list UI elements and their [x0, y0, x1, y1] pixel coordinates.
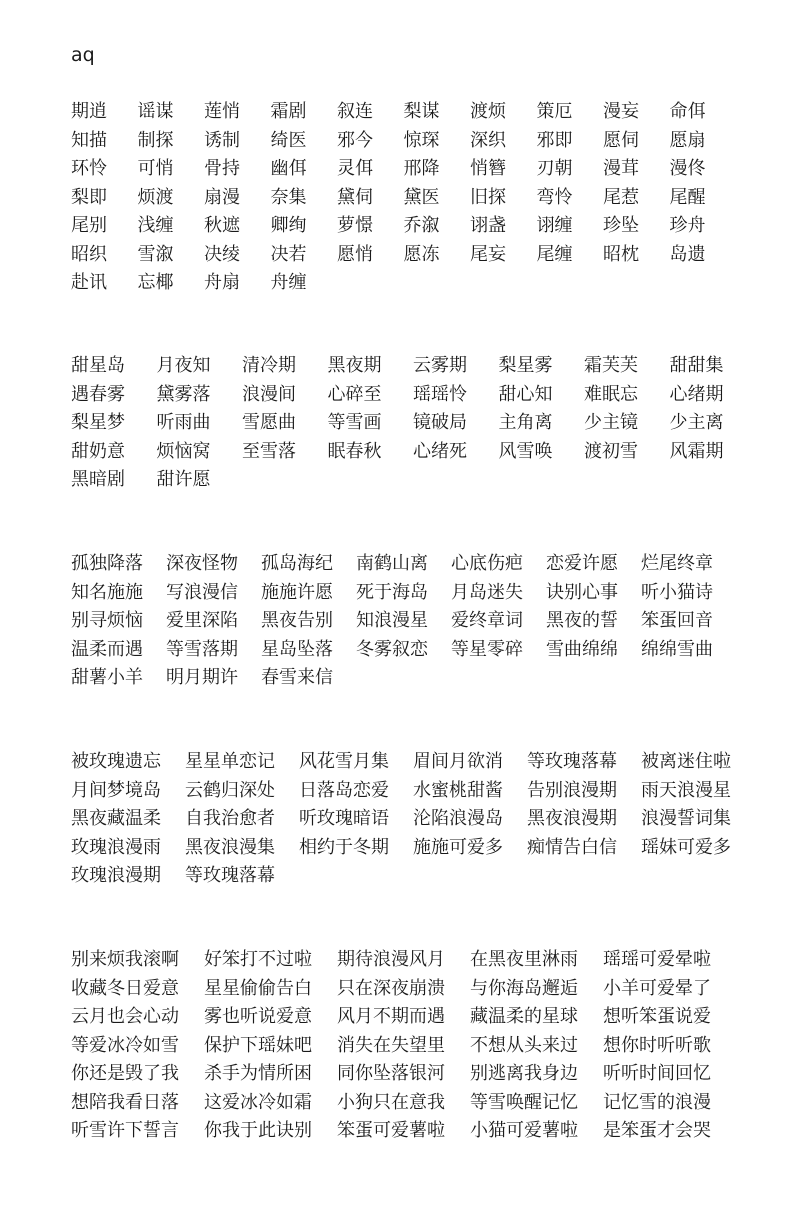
- word-item: 雨天浪漫星: [641, 779, 731, 801]
- word-item: 眠春秋: [327, 440, 382, 462]
- word-item: 雪溆: [137, 243, 174, 265]
- word-item: 玫瑰浪漫期: [71, 865, 161, 886]
- word-item: 听雨曲: [156, 412, 211, 433]
- word-item: 弯怜: [536, 186, 573, 208]
- word-item: 黑夜的誓: [546, 610, 618, 631]
- word-item: 甜甜集: [669, 355, 724, 376]
- word-item: 星星偷偷告白: [204, 977, 312, 999]
- word-item: 收藏冬日爱意: [71, 977, 179, 999]
- word-item: 梨即: [71, 186, 107, 208]
- word-item: 好笨打不过啦: [204, 949, 312, 970]
- word-item: 云雾期: [413, 355, 467, 376]
- word-item: 施施许愿: [261, 581, 333, 603]
- word-section-four-char: [71, 550, 736, 693]
- word-item: 别逃离我身边: [470, 1063, 578, 1084]
- word-item: 旧探: [470, 186, 506, 208]
- word-item: 诀别心事: [546, 581, 618, 603]
- word-item: 梨谋: [403, 101, 440, 122]
- word-section-five-char: [71, 748, 755, 891]
- word-item: 沦陷浪漫岛: [413, 808, 503, 829]
- word-item: 甜许愿: [156, 469, 211, 490]
- word-item: 等玫瑰落幕: [185, 865, 275, 886]
- word-item: 邪今: [337, 129, 373, 151]
- page-title: aq: [71, 44, 95, 66]
- word-item: 甜奶意: [71, 440, 125, 462]
- word-item: 想陪我看日落: [71, 1091, 179, 1113]
- word-item: 瑶瑶可爱晕啦: [603, 949, 711, 970]
- word-item: 被玫瑰遗忘: [71, 751, 161, 772]
- word-item: 浪漫誓词集: [641, 808, 731, 829]
- word-item: 日落岛恋爱: [299, 779, 389, 801]
- word-item: 甜心知: [498, 383, 553, 405]
- word-item: 笨蛋可爱薯啦: [337, 1120, 445, 1141]
- word-item: 星星单恋记: [185, 751, 275, 772]
- word-item: 黑夜告别: [261, 610, 333, 631]
- word-item: 黑夜浪漫期: [527, 808, 617, 829]
- word-item: 等雪落期: [166, 638, 238, 660]
- word-item: 痴情告白信: [527, 836, 617, 858]
- word-item: 甜星岛: [71, 355, 125, 376]
- word-item: 孤岛海纪: [261, 553, 333, 574]
- word-item: 等雪画: [327, 412, 382, 433]
- word-item: 梨星梦: [71, 412, 125, 433]
- word-item: 昭织: [71, 243, 107, 265]
- word-item: 忘椰: [137, 272, 174, 293]
- word-item: 星岛坠落: [261, 638, 333, 660]
- word-item: 舟缠: [270, 272, 307, 293]
- word-item: 赴讯: [71, 272, 107, 293]
- word-item: 邪即: [536, 129, 573, 151]
- word-item: 月间梦境岛: [71, 779, 161, 801]
- word-item: 黛医: [403, 186, 440, 208]
- word-item: 恋爱许愿: [546, 553, 618, 574]
- word-item: 等星零碎: [451, 638, 523, 660]
- word-item: 知描: [71, 129, 107, 151]
- word-item: 只在深夜崩溃: [337, 977, 445, 999]
- word-section-six-char: [71, 946, 736, 1146]
- word-item: 岛遗: [669, 243, 706, 265]
- word-item: 冬雾叙恋: [356, 638, 428, 660]
- word-item: 施施可爱多: [413, 836, 503, 858]
- word-item: 扇漫: [204, 186, 240, 208]
- word-item: 少主镜: [584, 412, 638, 433]
- word-item: 保护下瑶妹吧: [204, 1034, 312, 1056]
- word-item: 期待浪漫风月: [337, 949, 445, 970]
- word-item: 尾妄: [470, 243, 506, 265]
- word-item: 玫瑰浪漫雨: [71, 836, 161, 858]
- word-item: 消失在失望里: [337, 1034, 445, 1056]
- word-item: 雾也听说爱意: [204, 1006, 312, 1027]
- word-item: 制探: [137, 129, 174, 151]
- word-item: 少主离: [669, 412, 724, 433]
- word-item: 笨蛋回音: [641, 610, 713, 631]
- word-item: 你我于此诀别: [204, 1120, 312, 1141]
- word-item: 惊琛: [403, 129, 440, 151]
- word-item: 浪漫间: [242, 383, 296, 405]
- word-item: 卿绚: [270, 215, 307, 236]
- word-item: 黛伺: [337, 186, 373, 208]
- word-item: 镜破局: [413, 412, 467, 433]
- word-item: 难眠忘: [584, 383, 638, 405]
- word-item: 南鹤山离: [356, 553, 428, 574]
- word-item: 温柔而遇: [71, 638, 143, 660]
- word-item: 漫妄: [603, 101, 639, 122]
- word-item: 知名施施: [71, 581, 143, 603]
- word-item: 烂尾终章: [641, 553, 713, 574]
- word-item: 珍坠: [603, 215, 639, 236]
- word-item: 爱里深陷: [166, 610, 238, 631]
- word-item: 听玫瑰暗语: [299, 808, 389, 829]
- word-item: 记忆雪的浪漫: [603, 1091, 711, 1113]
- word-item: 是笨蛋才会哭: [603, 1120, 711, 1141]
- word-item: 死于海岛: [356, 581, 428, 603]
- word-item: 雪愿曲: [242, 412, 296, 433]
- word-item: 等雪唤醒记忆: [470, 1091, 578, 1113]
- word-item: 等玫瑰落幕: [527, 751, 617, 772]
- word-item: 愿扇: [669, 129, 706, 151]
- word-item: 风霜期: [669, 440, 724, 462]
- word-item: 秋遮: [204, 215, 240, 236]
- word-section-two-char: [71, 98, 736, 298]
- word-item: 心碎至: [327, 383, 382, 405]
- word-item: 眉间月欲消: [413, 751, 503, 772]
- word-item: 雪曲绵绵: [546, 638, 618, 660]
- word-item: 烦渡: [137, 186, 174, 208]
- word-item: 深夜怪物: [166, 553, 238, 574]
- word-item: 听小猫诗: [641, 581, 713, 603]
- word-item: 绮医: [270, 129, 307, 151]
- word-item: 春雪来信: [261, 667, 333, 688]
- word-item: 听雪许下誓言: [71, 1120, 179, 1141]
- word-item: 小狗只在意我: [337, 1091, 445, 1113]
- word-item: 爱终章词: [451, 610, 523, 631]
- word-item: 瑶妹可爱多: [641, 836, 731, 858]
- word-item: 乔溆: [403, 215, 440, 236]
- word-item: 黛雾落: [156, 383, 211, 405]
- word-item: 藏温柔的星球: [470, 1006, 578, 1027]
- word-item: 舟扇: [204, 272, 240, 293]
- word-item: 渡烦: [470, 101, 506, 122]
- word-item: 萝憬: [337, 215, 373, 236]
- word-item: 愿伺: [603, 129, 639, 151]
- word-item: 与你海岛邂逅: [470, 977, 578, 999]
- word-item: 黑夜期: [327, 355, 382, 376]
- word-item: 浅缠: [137, 215, 174, 236]
- word-item: 环怜: [71, 158, 107, 179]
- word-item: 听听时间回忆: [603, 1063, 711, 1084]
- word-item: 想听笨蛋说爱: [603, 1006, 711, 1027]
- word-item: 尾惹: [603, 186, 639, 208]
- word-section-three-char: [71, 352, 755, 495]
- word-item: 珍舟: [669, 215, 706, 236]
- word-item: 甜薯小羊: [71, 667, 143, 688]
- word-item: 风花雪月集: [299, 751, 389, 772]
- word-item: 深织: [470, 129, 506, 151]
- word-item: 灵佴: [337, 158, 373, 179]
- word-item: 莲悄: [204, 101, 240, 122]
- word-item: 诱制: [204, 129, 240, 151]
- word-item: 奈集: [270, 186, 307, 208]
- word-item: 谣谋: [137, 101, 174, 122]
- word-item: 自我治愈者: [185, 808, 275, 829]
- word-item: 想你时听听歌: [603, 1034, 711, 1056]
- word-item: 月岛迷失: [451, 581, 523, 603]
- word-item: 尾别: [71, 215, 107, 236]
- word-item: 风雪唤: [498, 440, 553, 462]
- word-item: 别来烦我滚啊: [71, 949, 179, 970]
- word-item: 你还是毁了我: [71, 1063, 179, 1084]
- word-item: 心绪死: [413, 440, 467, 462]
- word-item: 心底伤疤: [451, 553, 523, 574]
- word-item: 小猫可爱薯啦: [470, 1120, 578, 1141]
- word-item: 在黑夜里淋雨: [470, 949, 578, 970]
- word-item: 杀手为情所困: [204, 1063, 312, 1084]
- word-item: 清冷期: [242, 355, 296, 376]
- word-item: 叙连: [337, 101, 373, 122]
- word-item: 昭枕: [603, 243, 639, 265]
- word-item: 愿悄: [337, 243, 373, 265]
- word-item: 等爱冰冷如雪: [71, 1034, 179, 1056]
- word-item: 不想从头来过: [470, 1034, 578, 1056]
- word-item: 风月不期而遇: [337, 1006, 445, 1027]
- word-item: 别寻烦恼: [71, 610, 143, 631]
- word-item: 黑夜藏温柔: [71, 808, 161, 829]
- word-item: 霜剧: [270, 101, 307, 122]
- word-item: 黑暗剧: [71, 469, 125, 490]
- word-item: 尾醒: [669, 186, 706, 208]
- word-item: 月夜知: [156, 355, 211, 376]
- word-item: 水蜜桃甜酱: [413, 779, 503, 801]
- word-item: 明月期许: [166, 667, 238, 688]
- word-item: 可悄: [137, 158, 174, 179]
- word-item: 悄簪: [470, 158, 506, 179]
- word-item: 命佴: [669, 101, 706, 122]
- word-item: 决若: [270, 243, 307, 265]
- word-item: 漫茸: [603, 158, 639, 179]
- word-item: 渡初雪: [584, 440, 638, 462]
- word-item: 被离迷住啦: [641, 751, 731, 772]
- word-item: 烦恼窝: [156, 440, 211, 462]
- word-item: 云鹤归深处: [185, 779, 275, 801]
- word-item: 这爱冰冷如霜: [204, 1091, 312, 1113]
- word-item: 绵绵雪曲: [641, 638, 713, 660]
- word-item: 骨持: [204, 158, 240, 179]
- word-item: 愿冻: [403, 243, 440, 265]
- word-item: 诩缠: [536, 215, 573, 236]
- word-item: 幽佴: [270, 158, 307, 179]
- word-item: 云月也会心动: [71, 1006, 179, 1027]
- word-item: 告别浪漫期: [527, 779, 617, 801]
- word-item: 至雪落: [242, 440, 296, 462]
- word-item: 孤独降落: [71, 553, 143, 574]
- word-item: 黑夜浪漫集: [185, 836, 275, 858]
- word-item: 瑶瑶怜: [413, 383, 467, 405]
- word-item: 邢降: [403, 158, 440, 179]
- word-item: 诩盏: [470, 215, 506, 236]
- word-item: 策厄: [536, 101, 573, 122]
- word-item: 霜芙芙: [584, 355, 638, 376]
- word-item: 遇春雾: [71, 383, 125, 405]
- word-item: 写浪漫信: [166, 581, 238, 603]
- word-item: 期逍: [71, 101, 107, 122]
- word-item: 主角离: [498, 412, 553, 433]
- word-item: 相约于冬期: [299, 836, 389, 858]
- word-item: 知浪漫星: [356, 610, 428, 631]
- word-item: 梨星雾: [498, 355, 553, 376]
- word-item: 刃朝: [536, 158, 573, 179]
- word-item: 漫佟: [669, 158, 706, 179]
- word-item: 尾缠: [536, 243, 573, 265]
- word-item: 心绪期: [669, 383, 724, 405]
- word-item: 决绫: [204, 243, 240, 265]
- word-item: 小羊可爱晕了: [603, 977, 711, 999]
- word-item: 同你坠落银河: [337, 1063, 445, 1084]
